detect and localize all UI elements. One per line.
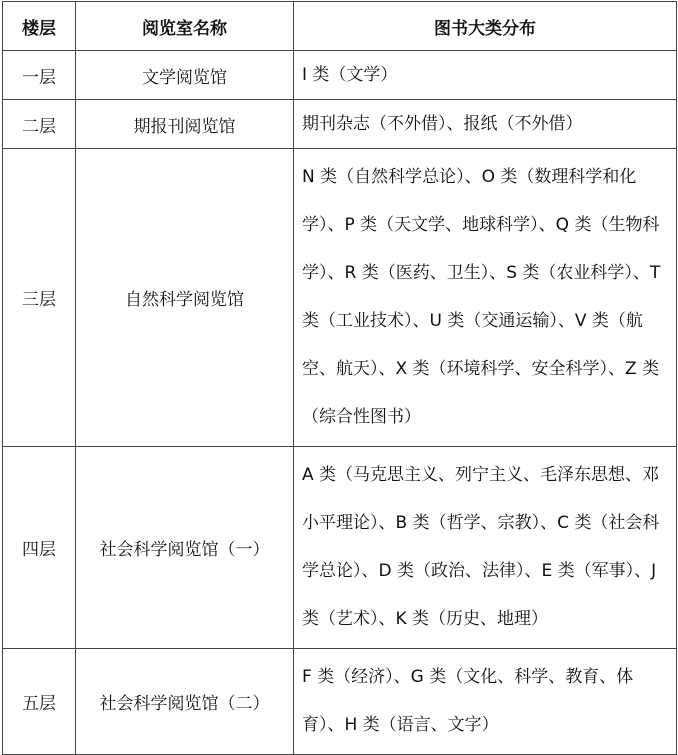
floor-cell: 一层 — [3, 51, 76, 100]
table-header-row — [3, 2, 677, 51]
table-row — [3, 447, 677, 649]
header-distribution: 图书大类分布 — [294, 2, 677, 51]
floor-cell: 四层 — [3, 447, 76, 649]
distribution-cell: A 类（马克思主义、列宁主义、毛泽东思想、邓小平理论）、B 类（哲学、宗教）、C 类（社会科学总论）、D 类（政治、法律）、E 类（军事）、J 类（艺术）、K 类（历史、地理） — [294, 447, 677, 649]
room-name-cell: 期报刊阅览馆 — [76, 100, 294, 149]
room-name-cell: 文学阅览馆 — [76, 51, 294, 100]
floor-cell: 二层 — [3, 100, 76, 149]
header-room-name: 阅览室名称 — [76, 2, 294, 51]
table-row — [3, 149, 677, 447]
room-name-cell: 社会科学阅览馆（一） — [76, 447, 294, 649]
room-name-cell: 自然科学阅览馆 — [76, 149, 294, 447]
distribution-cell: F 类（经济）、G 类（文化、科学、教育、体育）、H 类（语言、文字） — [294, 649, 677, 755]
floor-cell: 三层 — [3, 149, 76, 447]
table-row — [3, 51, 677, 100]
distribution-cell: I 类（文学） — [294, 51, 677, 100]
table-row — [3, 100, 677, 149]
header-floor: 楼层 — [3, 2, 76, 51]
distribution-cell: 期刊杂志（不外借）、报纸（不外借） — [294, 100, 677, 149]
floor-cell: 五层 — [3, 649, 76, 755]
library-floor-table — [2, 1, 677, 755]
distribution-cell: N 类（自然科学总论）、O 类（数理科学和化学）、P 类（天文学、地球科学）、Q 类（生物科学）、R 类（医药、卫生）、S 类（农业科学）、T 类（工业技术）、U 类（交通运输）、V 类（航空、航天）、X 类（环境科学、安全科学）、Z 类（综合性图书） — [294, 149, 677, 447]
room-name-cell: 社会科学阅览馆（二） — [76, 649, 294, 755]
table-row — [3, 649, 677, 755]
